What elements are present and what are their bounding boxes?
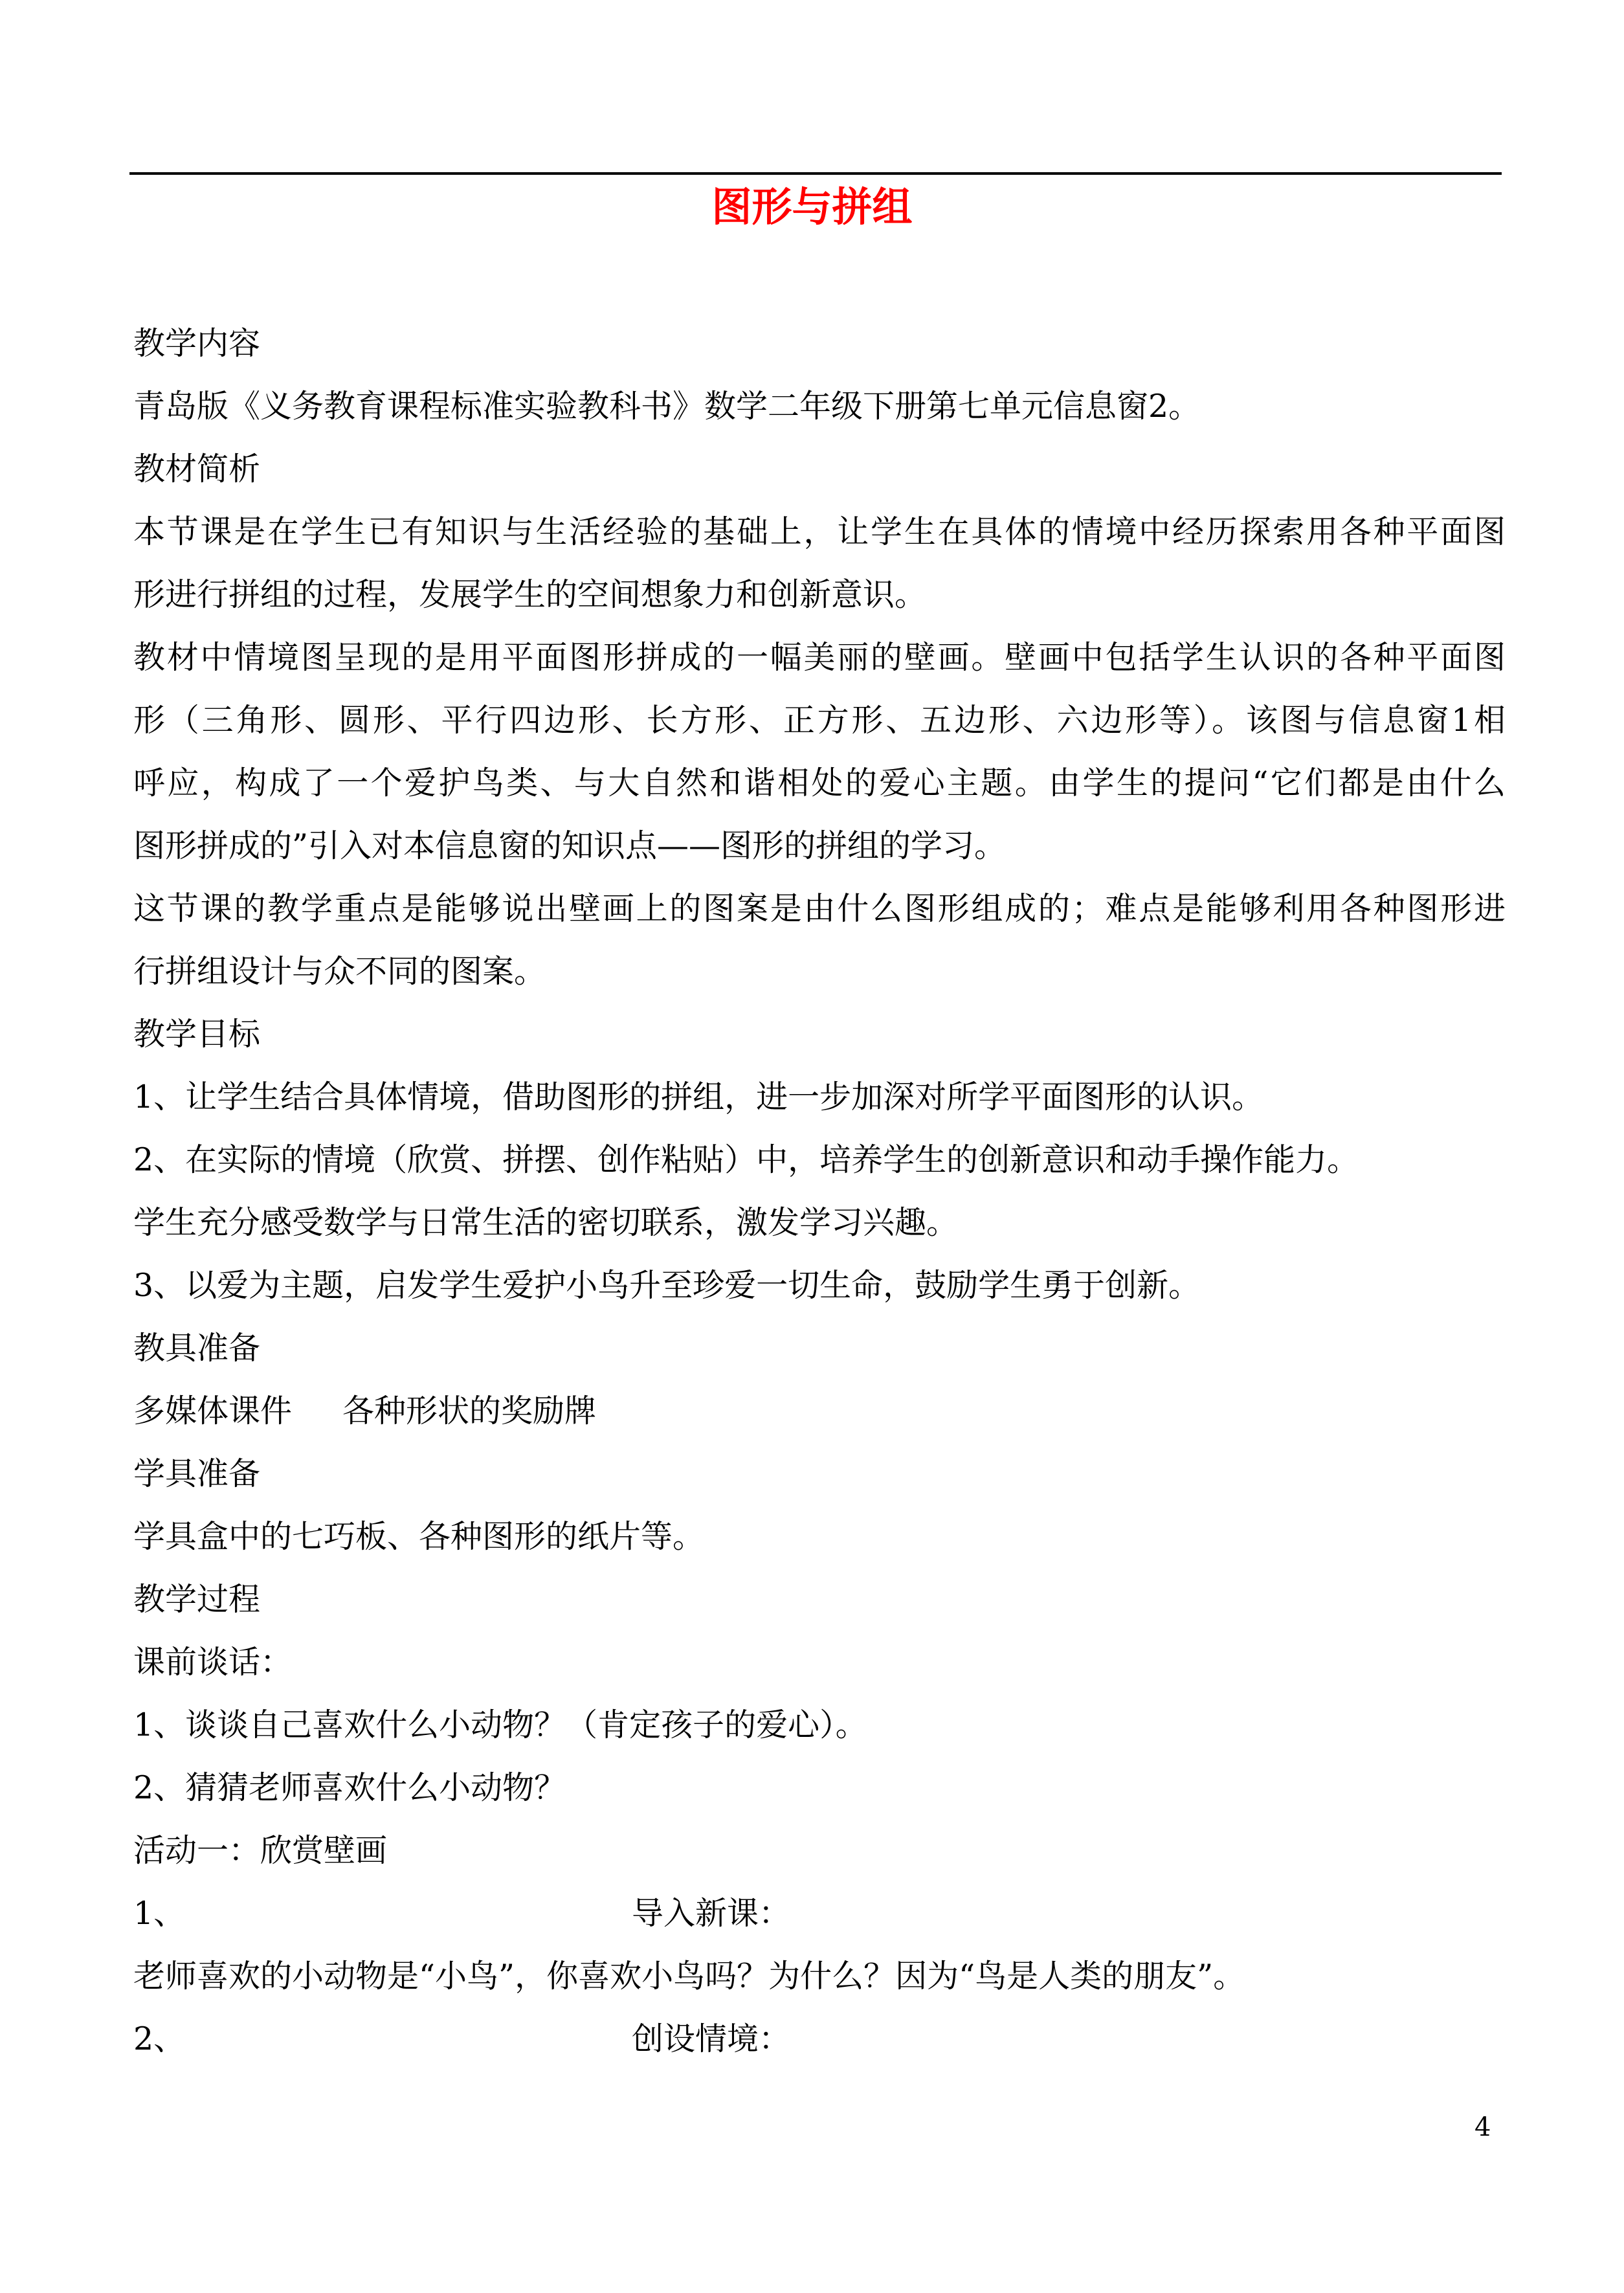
step-1-number: 1、 bbox=[133, 1895, 186, 1932]
analysis-paragraph-1-line-2: 形进行拼组的过程，发展学生的空间想象力和创新意识。 bbox=[133, 576, 927, 613]
page-title: 图形与拼组 bbox=[711, 183, 913, 230]
step-1-text: 老师喜欢的小动物是“小鸟”，你喜欢小鸟吗？为什么？因为“鸟是人类的朋友”。 bbox=[133, 1958, 1245, 1995]
teacher-tools-item-2: 各种形状的奖励牌 bbox=[342, 1393, 597, 1429]
heading-material-analysis: 教材简析 bbox=[133, 451, 261, 487]
talk-item-2: 2、猜猜老师喜欢什么小动物？ bbox=[133, 1769, 566, 1806]
step-2-heading bbox=[133, 2008, 1506, 2070]
analysis-paragraph-3-line-2: 行拼组设计与众不同的图案。 bbox=[133, 953, 546, 990]
header-rule bbox=[129, 172, 1502, 175]
analysis-paragraph-1-line-1: 本节课是在学生已有知识与生活经验的基础上，让学生在具体的情境中经历探索用各种平面图 bbox=[133, 513, 1506, 550]
goal-item-2: 2、在实际的情境（欣赏、拼摆、创作粘贴）中，培养学生的创新意识和动手操作能力。 bbox=[133, 1141, 1359, 1178]
analysis-paragraph-2-line-3: 呼应，构成了一个爱护鸟类、与大自然和谐相处的爱心主题。由学生的提问“它们都是由什么 bbox=[133, 765, 1506, 801]
page-number: 4 bbox=[1474, 2112, 1491, 2142]
step-1-label: 导入新课： bbox=[632, 1895, 791, 1932]
step-2-number: 2、 bbox=[133, 2020, 186, 2057]
analysis-paragraph-2-line-4: 图形拼成的”引入对本信息窗的知识点——图形的拼组的学习。 bbox=[133, 827, 1007, 864]
goal-item-3: 3、以爱为主题，启发学生爱护小鸟升至珍爱一切生命，鼓励学生勇于创新。 bbox=[133, 1267, 1201, 1304]
document-body bbox=[133, 312, 1506, 2070]
heading-teaching-process: 教学过程 bbox=[133, 1581, 261, 1618]
activity-1-heading: 活动一：欣赏壁画 bbox=[133, 1832, 388, 1869]
goal-item-1: 1、让学生结合具体情境，借助图形的拼组，进一步加深对所学平面图形的认识。 bbox=[133, 1079, 1264, 1115]
talk-item-1: 1、谈谈自己喜欢什么小动物？（肯定孩子的爱心）。 bbox=[133, 1706, 867, 1743]
heading-student-tools: 学具准备 bbox=[133, 1455, 261, 1492]
goal-item-2-continued: 学生充分感受数学与日常生活的密切联系，激发学习兴趣。 bbox=[133, 1204, 959, 1241]
analysis-paragraph-2-line-2: 形（三角形、圆形、平行四边形、长方形、正方形、五边形、六边形等）。该图与信息窗1相 bbox=[133, 702, 1506, 739]
step-2-label: 创设情境： bbox=[632, 2020, 791, 2057]
analysis-paragraph-2-line-1: 教材中情境图呈现的是用平面图形拼成的一幅美丽的壁画。壁画中包括学生认识的各种平面图 bbox=[133, 639, 1506, 676]
teaching-content-text: 青岛版《义务教育课程标准实验教科书》数学二年级下册第七单元信息窗2。 bbox=[133, 388, 1201, 425]
heading-teaching-goals: 教学目标 bbox=[133, 1016, 261, 1053]
teacher-tools-item-1: 多媒体课件 bbox=[133, 1393, 293, 1429]
pre-class-talk: 课前谈话： bbox=[133, 1644, 293, 1681]
analysis-paragraph-3-line-1: 这节课的教学重点是能够说出壁画上的图案是由什么图形组成的；难点是能够利用各种图形进 bbox=[133, 890, 1506, 927]
teacher-tools-text bbox=[133, 1380, 1506, 1442]
step-1-heading bbox=[133, 1882, 1506, 1945]
student-tools-text: 学具盒中的七巧板、各种图形的纸片等。 bbox=[133, 1518, 705, 1555]
heading-teacher-tools: 教具准备 bbox=[133, 1330, 261, 1367]
heading-teaching-content: 教学内容 bbox=[133, 325, 261, 362]
